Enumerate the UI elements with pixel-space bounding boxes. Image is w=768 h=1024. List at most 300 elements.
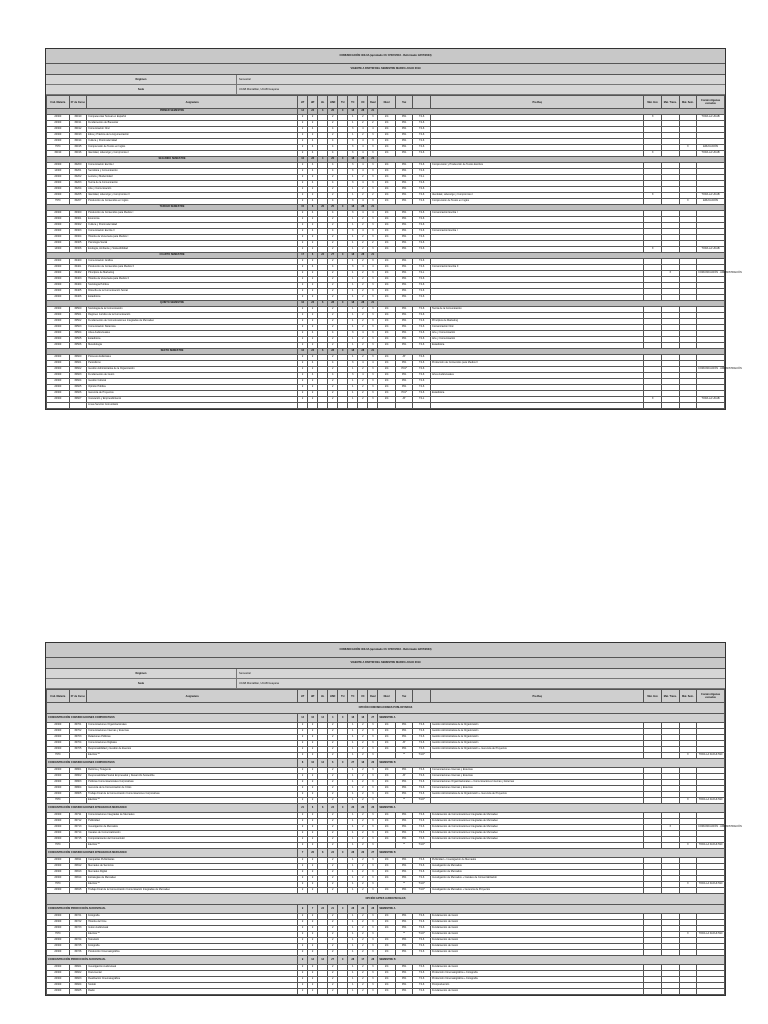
regimen-value: Semestral: [239, 672, 251, 675]
tax-cell: T4-6: [413, 313, 431, 319]
course-code: 7970: [47, 932, 70, 938]
hours-cell: 2: [328, 786, 338, 792]
hours-cell: 2: [368, 193, 378, 199]
hours-cell: 2: [298, 277, 308, 283]
semester-total: 21: [368, 349, 378, 355]
course-name: Guion Audiovisual: [87, 926, 298, 932]
level-cell: P01: [395, 331, 413, 337]
prerequisite-cell: Fundamentos de Guion: [431, 965, 644, 971]
hours-cell: 1: [348, 343, 358, 349]
hours-cell: 2: [328, 391, 338, 397]
hours-cell: 3: [368, 235, 378, 241]
hours-cell: 2: [308, 343, 318, 349]
course-name: Sonido: [87, 983, 298, 989]
tax-cell: T4-6*: [413, 888, 431, 894]
concentration-total: 16: [308, 714, 318, 723]
prerequisite-cell: Gestión Administrativa de la Organización: [431, 723, 644, 729]
tax-cell: T4-6: [413, 367, 431, 373]
course-number: 30406: [69, 295, 87, 301]
hours-cell: 2: [328, 870, 338, 876]
hours-cell: 2: [328, 271, 338, 277]
course-number: 30600: [69, 355, 87, 361]
level-cell: P01: [395, 944, 413, 950]
dual-cell: 2/4: [378, 774, 396, 780]
hours-cell: 2: [308, 864, 318, 870]
course-name: Gestión Cultural: [87, 379, 298, 385]
hours-cell: 3: [368, 229, 378, 235]
concentration-header-row: [47, 849, 725, 858]
prerequisite-cell: Fundamentos de Guion: [431, 950, 644, 956]
course-code: 20300: [47, 121, 70, 127]
hours-cell: 4: [358, 163, 368, 169]
course-number: 30811: [69, 858, 87, 864]
level-cell: P01: [395, 271, 413, 277]
course-code: 20300: [47, 313, 70, 319]
column-header-th: TH: [338, 96, 348, 109]
hours-cell: 2: [308, 313, 318, 319]
hours-cell: 2: [358, 920, 368, 926]
prerequisite-cell: Investigación de Mercados: [431, 870, 644, 876]
hours-cell: 1: [348, 259, 358, 265]
semester-total: 0: [338, 253, 348, 259]
hours-cell: 4: [308, 127, 318, 133]
course-name: Identidad, Liderazgo y Compromiso I: [87, 151, 298, 157]
hours-cell: 2: [298, 229, 308, 235]
course-code: 20300: [47, 837, 70, 843]
prerequisite-cell: Postproducción: [431, 983, 644, 989]
sede-row-2: [46, 679, 725, 689]
prerequisite-cell: Comunicaciones Organizacionales + Comunicaciones Internas y Externas: [431, 780, 644, 786]
concentration-total: 16: [308, 759, 318, 768]
hours-cell: 4: [368, 265, 378, 271]
course-name: Periodismo: [87, 361, 298, 367]
dual-cell: 2/4: [378, 151, 396, 157]
course-code: 20300: [47, 373, 70, 379]
concentration-title: CONCENTRACIÓN COMUNICACIONES INTEGRADAS MERCADEO: [47, 804, 298, 813]
course-name: Campañas Publicitarias: [87, 858, 298, 864]
hours-cell: 2: [298, 283, 308, 289]
hours-cell: 2: [328, 283, 338, 289]
hours-cell: 3: [368, 373, 378, 379]
course-name: Arte y Comunicación: [87, 187, 298, 193]
hours-cell: 4: [308, 229, 318, 235]
hours-cell: 2: [358, 971, 368, 977]
hours-cell: [318, 403, 328, 409]
prerequisite-cell: Gestión Administrativa de la Organización: [431, 729, 644, 735]
course-number: 30503: [69, 325, 87, 331]
hours-cell: 3: [348, 211, 358, 217]
hours-cell: 4: [328, 265, 338, 271]
column-header-blank: [413, 690, 431, 703]
level-cell: P01: [395, 792, 413, 798]
hours-cell: 1: [348, 723, 358, 729]
tax-cell: T4-6: [413, 729, 431, 735]
hours-cell: 2: [308, 825, 318, 831]
course-name: Electiva **: [87, 932, 298, 938]
course-name: Electiva **: [87, 798, 298, 804]
semester-total: 28: [358, 109, 368, 115]
hours-cell: 3: [368, 944, 378, 950]
hours-cell: 2: [308, 217, 318, 223]
prerequisite-cell: Comunicaciones Internas y Externas: [431, 774, 644, 780]
hours-cell: 2: [308, 920, 318, 926]
hours-cell: 3: [368, 938, 378, 944]
hours-cell: 2: [298, 983, 308, 989]
common-schools-cell: TODA LA UCAB: [697, 397, 725, 403]
document-title: COMUNICACIÓN 400-0A (aprobado CU 07/07/2016 · Reformado 12/07/2023): [46, 49, 725, 64]
level-cell: P01: [395, 870, 413, 876]
hours-cell: 2: [308, 932, 318, 938]
course-code: 20300: [47, 337, 70, 343]
hours-cell: 3: [368, 337, 378, 343]
hours-cell: 2: [308, 193, 318, 199]
hours-cell: 3: [368, 932, 378, 938]
hours-cell: 2: [298, 121, 308, 127]
column-header-n_curso: N° de Curso: [69, 96, 87, 109]
course-name: Electiva **: [87, 753, 298, 759]
tax-cell: T4-6: [413, 786, 431, 792]
hours-cell: 2: [308, 792, 318, 798]
level-cell: P01: [395, 259, 413, 265]
course-code: 20300: [47, 780, 70, 786]
course-name: Historia de Venezuela para Medios I: [87, 235, 298, 241]
course-number: 30505: [69, 337, 87, 343]
concentration-total: 24: [328, 849, 338, 858]
hours-cell: 3: [368, 397, 378, 403]
hours-cell: 1: [348, 295, 358, 301]
hours-cell: 4: [358, 229, 368, 235]
hours-cell: 2: [308, 768, 318, 774]
hours-cell: 3: [368, 843, 378, 849]
hours-cell: 3: [368, 768, 378, 774]
hours-cell: 2: [298, 361, 308, 367]
tax-cell: T4-6: [413, 774, 431, 780]
hours-cell: 2: [308, 831, 318, 837]
column-header-cod_materia: Cód. Materia: [47, 96, 70, 109]
hours-cell: 2: [358, 295, 368, 301]
concentration-total: 8: [318, 804, 328, 813]
concentration-total: 0: [338, 956, 348, 965]
prerequisite-cell: Gestión Administrativa de la Organización: [431, 741, 644, 747]
level-cell: P01: [395, 151, 413, 157]
hours-cell: 2: [358, 133, 368, 139]
hours-cell: 2: [358, 193, 368, 199]
table-header-2: [47, 690, 725, 703]
semester-total: 15: [298, 205, 308, 211]
course-number: 30711: [69, 813, 87, 819]
course-code: 20300: [47, 944, 70, 950]
hours-cell: 1: [348, 792, 358, 798]
hours-cell: 3: [368, 819, 378, 825]
hours-cell: 2: [328, 977, 338, 983]
hours-cell: 2: [358, 950, 368, 956]
hours-cell: 2: [328, 241, 338, 247]
concentration-header-row: [47, 804, 725, 813]
semester-total: 16: [298, 157, 308, 163]
hours-cell: 2: [328, 307, 338, 313]
hours-cell: 1: [348, 313, 358, 319]
dual-cell: 2/4: [378, 391, 396, 397]
column-header-dual: Dual: [368, 690, 378, 703]
semester-total: 16: [298, 349, 308, 355]
level-cell: P01: [395, 115, 413, 121]
hours-cell: 3: [368, 792, 378, 798]
hours-cell: 2: [328, 223, 338, 229]
level-cell: P01: [395, 977, 413, 983]
column-header-hsd: HSD: [328, 690, 338, 703]
hours-cell: 2: [308, 723, 318, 729]
hours-cell: 1: [348, 965, 358, 971]
prerequisite-cell: Gestión Administrativa de la Organización + Gerencia de Proyectos: [431, 747, 644, 753]
course-number: 30195: [69, 145, 87, 151]
course-code: 20300: [47, 965, 70, 971]
hours-cell: 2: [328, 858, 338, 864]
mat-trans-cell: X: [662, 271, 680, 277]
hours-cell: 2: [308, 914, 318, 920]
hours-cell: 2: [298, 729, 308, 735]
column-header-tc: TC: [348, 690, 358, 703]
course-name: Opinión Pública: [87, 385, 298, 391]
hours-cell: 2: [328, 175, 338, 181]
hours-cell: 2: [298, 813, 308, 819]
prerequisite-cell: Comprensión y Producción de Textos Escritos: [431, 163, 644, 169]
hours-cell: 2: [328, 343, 338, 349]
course-number: 30813: [69, 870, 87, 876]
hours-cell: 4: [358, 199, 368, 205]
course-name: Historia del Cine: [87, 920, 298, 926]
hours-cell: 3: [348, 151, 358, 157]
regimen-row: [46, 75, 725, 85]
course-number: 30814: [69, 876, 87, 882]
semester-total: 28: [358, 157, 368, 163]
mat-inst-cell: X: [644, 115, 662, 121]
concentration-total: 0: [338, 804, 348, 813]
concentration-total: 26: [358, 905, 368, 914]
hours-cell: 3: [348, 163, 358, 169]
course-number: 30207: [69, 199, 87, 205]
course-code: 20300: [47, 938, 70, 944]
hours-cell: 2: [308, 819, 318, 825]
level-cell: **: [395, 798, 413, 804]
course-name: Competencias Textual en Español: [87, 115, 298, 121]
hours-cell: 2: [358, 289, 368, 295]
common-schools-cell: EDUCACIÓN: [697, 145, 725, 151]
hours-cell: 2: [298, 786, 308, 792]
course-code: 20300: [47, 385, 70, 391]
dual-cell: 2/4: [378, 792, 396, 798]
level-cell: AT: [395, 355, 413, 361]
hours-cell: 2: [308, 735, 318, 741]
level-cell: P01: [395, 193, 413, 199]
concentration-title: CONCENTRACIÓN COMUNICACIONES CORPORATIVAS: [47, 759, 298, 768]
mat-trans-cell: X: [662, 825, 680, 831]
hours-cell: 2: [308, 938, 318, 944]
course-code: 20300: [47, 876, 70, 882]
hours-cell: 1: [348, 837, 358, 843]
prerequisite-cell: Fundamentos de Guion: [431, 920, 644, 926]
tax-cell: T4-6: [413, 831, 431, 837]
tax-cell: T4-6: [413, 965, 431, 971]
hours-cell: 2: [328, 319, 338, 325]
semester-total: 6: [318, 301, 328, 307]
column-header-asignatura: Asignatura: [87, 690, 298, 703]
hours-cell: 2: [298, 355, 308, 361]
concentration-total: 18: [358, 759, 368, 768]
prerequisite-cell: Comunicaciones Internas y Externas: [431, 786, 644, 792]
dual-cell: 2/4: [378, 741, 396, 747]
semester-total: 28: [328, 349, 338, 355]
concentration-semester: SEMESTRE A: [378, 804, 725, 813]
dual-cell: 2/4: [378, 888, 396, 894]
course-number: 30204: [69, 187, 87, 193]
hours-cell: 3: [348, 145, 358, 151]
hours-cell: 2: [298, 825, 308, 831]
hours-cell: 2: [358, 307, 368, 313]
hours-cell: 4: [358, 211, 368, 217]
course-number: 30724: [69, 938, 87, 944]
common-schools-cell: COMUNICACIÓN · ADMINISTRACIÓN: [697, 825, 725, 831]
column-header-comun: Común Algunas escuelas: [697, 690, 725, 703]
dual-cell: 2/4: [378, 723, 396, 729]
hours-cell: 2: [308, 786, 318, 792]
tax-cell: T4-6: [413, 211, 431, 217]
semester-total: 28: [358, 301, 368, 307]
tax-cell: T4-6: [413, 813, 431, 819]
dual-cell: 2/4: [378, 259, 396, 265]
hours-cell: 2: [308, 283, 318, 289]
course-name: Procesos Editoriales: [87, 355, 298, 361]
dual-cell: 2/4: [378, 965, 396, 971]
hours-cell: 2: [298, 175, 308, 181]
hours-cell: 2: [328, 259, 338, 265]
table-body-1: [47, 109, 742, 409]
level-cell: P01: [395, 307, 413, 313]
hours-cell: 2: [308, 753, 318, 759]
level-cell: P01: [395, 211, 413, 217]
prerequisite-cell: Arte y Comunicación: [431, 331, 644, 337]
hours-cell: 1: [348, 241, 358, 247]
course-code: 20300: [47, 229, 70, 235]
hours-cell: 2: [308, 295, 318, 301]
hours-cell: 2: [308, 121, 318, 127]
dual-cell: 2/4: [378, 319, 396, 325]
semester-total: 6: [308, 205, 318, 211]
course-code: 14300: [47, 169, 70, 175]
column-header-nivel: Nivel: [378, 690, 396, 703]
dual-cell: 2/4: [378, 735, 396, 741]
dual-cell: 2/4: [378, 181, 396, 187]
common-schools-cell: COMUNICACIÓN · ADMINISTRACIÓN: [697, 367, 725, 373]
prerequisite-cell: Fundamentos de Guion: [431, 938, 644, 944]
hours-cell: 2: [358, 319, 368, 325]
course-name: Comunicaciones Integradas de Mercadeo: [87, 813, 298, 819]
concentration-total: 28: [348, 849, 358, 858]
level-cell: P01: [395, 888, 413, 894]
tax-cell: T4-6: [413, 259, 431, 265]
dual-cell: 2/4: [378, 813, 396, 819]
course-code: 20300: [47, 864, 70, 870]
course-name: Identidad, Liderazgo y Compromiso II: [87, 193, 298, 199]
course-name: Investigación de Mercados: [87, 825, 298, 831]
course-code: 20300: [47, 977, 70, 983]
semester-title: SEGUNDO SEMESTRE: [47, 157, 298, 163]
course-name: Artes Audiovisuales: [87, 331, 298, 337]
semester-total: 0: [338, 301, 348, 307]
tax-cell: T4-6: [413, 337, 431, 343]
hours-cell: 2: [328, 768, 338, 774]
hours-cell: 1: [348, 115, 358, 121]
hours-cell: 4: [328, 181, 338, 187]
semester-total: 18: [348, 301, 358, 307]
hours-cell: 2: [328, 729, 338, 735]
hours-cell: 2: [328, 888, 338, 894]
hours-cell: 2: [308, 965, 318, 971]
hours-cell: 1: [348, 355, 358, 361]
hours-cell: 3: [368, 319, 378, 325]
dual-cell: 2/4: [378, 989, 396, 995]
concentration-total: 7: [308, 905, 318, 914]
course-number: 30200: [69, 163, 87, 169]
hours-cell: 2: [298, 876, 308, 882]
hours-cell: 2: [358, 938, 368, 944]
level-cell: P01: [395, 858, 413, 864]
course-number: 30704: [69, 741, 87, 747]
hours-cell: 4: [358, 331, 368, 337]
course-number: 30815: [69, 888, 87, 894]
hours-cell: 1: [348, 914, 358, 920]
concentration-semester: SEMESTRE A: [378, 905, 725, 914]
course-name: Gestión Administrativa de la Organización: [87, 367, 298, 373]
course-name: Comunicaciones Digitales: [87, 741, 298, 747]
course-name: Mercadeo de Servicios: [87, 864, 298, 870]
tax-cell: T4-6: [413, 139, 431, 145]
level-cell: P01: [395, 199, 413, 205]
hours-cell: 3: [368, 786, 378, 792]
dual-cell: 2/4: [378, 169, 396, 175]
tax-cell: T4-6: [413, 163, 431, 169]
prerequisite-cell: Comunicación Escrita I: [431, 229, 644, 235]
hours-cell: 1: [348, 864, 358, 870]
common-schools-cell: TODA LA FACULTAD: [697, 798, 725, 804]
course-number: 30801: [69, 768, 87, 774]
tax-cell: T4-6: [413, 133, 431, 139]
hours-cell: 3: [368, 391, 378, 397]
column-header-tax: Tax: [395, 690, 413, 703]
hours-cell: 2: [298, 932, 308, 938]
hours-cell: 2: [298, 343, 308, 349]
level-cell: **: [395, 753, 413, 759]
hours-cell: 3: [368, 217, 378, 223]
hours-cell: 3: [348, 229, 358, 235]
level-cell: P01: [395, 295, 413, 301]
hours-cell: 2: [328, 882, 338, 888]
hours-cell: 2: [298, 780, 308, 786]
hours-cell: 3: [368, 729, 378, 735]
level-cell: AT: [395, 397, 413, 403]
course-code: 20300: [47, 971, 70, 977]
hours-cell: 2: [308, 397, 318, 403]
hours-cell: 2: [358, 241, 368, 247]
course-number: 30804: [69, 786, 87, 792]
hours-cell: 1: [348, 938, 358, 944]
hours-cell: 2: [308, 798, 318, 804]
hours-cell: 2: [328, 753, 338, 759]
course-code: 20300: [47, 950, 70, 956]
hours-cell: 1: [348, 307, 358, 313]
hours-cell: 3: [348, 265, 358, 271]
course-name: Producción Cinematográfica: [87, 950, 298, 956]
table-row: [47, 403, 725, 409]
